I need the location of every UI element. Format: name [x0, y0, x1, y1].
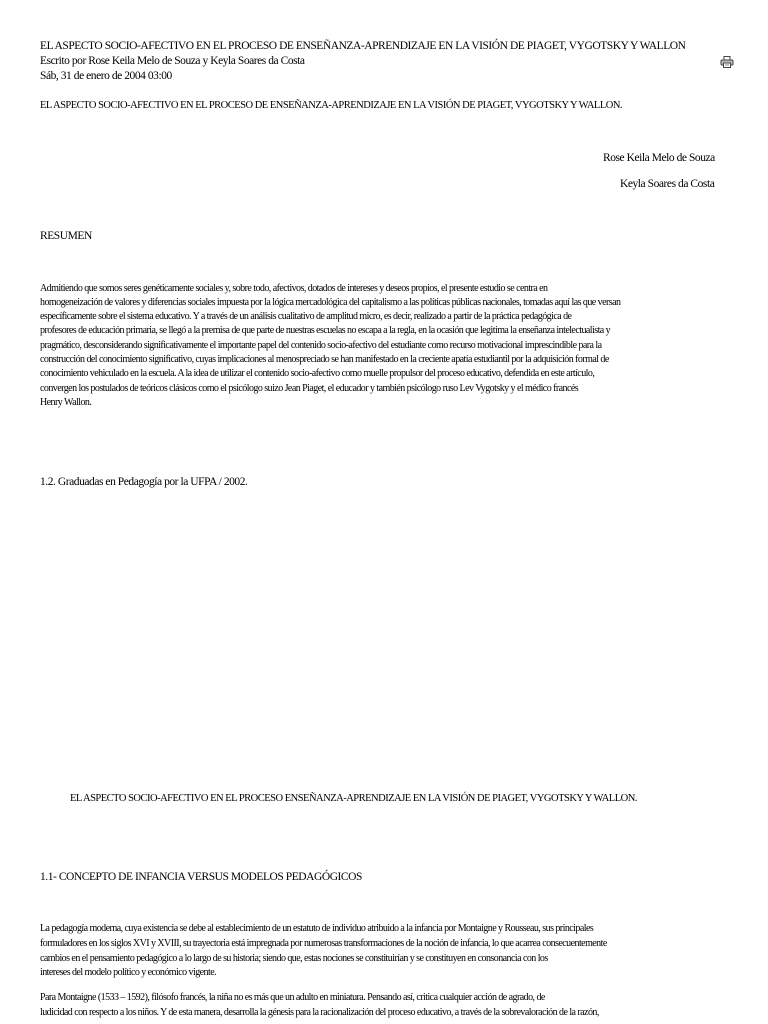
printer-icon[interactable]	[720, 56, 734, 68]
body-line: ludicidad con respecto a los niños. Y de esta manera, desarrolla la génesis para la racionalización del proceso educativo, a través de la sobrevaloración de la razón,	[40, 1007, 599, 1018]
body-line: La pedagogía moderna, cuya existencia se debe al establecimiento de un estatuto de individuo atribuido a la infancia por Montaigne y Rousseau, sus principales	[40, 923, 594, 934]
section-title: EL ASPECTO SOCIO-AFECTIVO EN EL PROCESO ENSEÑANZA-APRENDIZAJE EN LA VISIÓN DE PIAGET, VYGOTSKY Y WALLON.	[70, 793, 637, 804]
resumen-line: específicamente sobre el sistema educativo. Y a través de un análisis cualitativo de amplitud micro, es decir, realizado a partir de la práctica pedagógica de	[40, 311, 572, 322]
body-line: formuladores en los siglos XVI y XVIII, su trayectoria está impregnada por numerosas transformaciones de la noción de infancia, lo que acarrea consecuentemente	[40, 938, 607, 949]
author-2: Keyla Soares da Costa	[620, 178, 715, 190]
resumen-line: Henry Wallon.	[40, 397, 92, 408]
header-title: EL ASPECTO SOCIO-AFECTIVO EN EL PROCESO DE ENSEÑANZA-APRENDIZAJE EN LA VISIÓN DE PIAGET, VYGOTSKY Y WALLON	[40, 40, 686, 52]
resumen-line: pragmático, desconsiderando significativamente el importante papel del contenido socio-afectivo del estudiante como recurso motivacional imprescindible para la	[40, 340, 602, 351]
byline: Escrito por Rose Keila Melo de Souza y Keyla Soares da Costa	[40, 55, 305, 67]
publish-date: Sáb, 31 de enero de 2004 03:00	[40, 70, 172, 82]
body-line: cambios en el pensamiento pedagógico a lo largo de su historia; siendo que, estas nociones se constituirían y se constituyen en consonancia con los	[40, 953, 548, 964]
subsection-heading: 1.1- CONCEPTO DE INFANCIA VERSUS MODELOS PEDAGÓGICOS	[40, 871, 362, 883]
resumen-line: conocimiento vehiculado en la escuela. A la idea de utilizar el contenido socio-afectivo como muelle propulsor del proceso educativo, defendida en este artículo,	[40, 368, 595, 379]
article-title: EL ASPECTO SOCIO-AFECTIVO EN EL PROCESO DE ENSEÑANZA-APRENDIZAJE EN LA VISIÓN DE PIAGET, VYGOTSKY Y WALLON.	[40, 100, 623, 111]
resumen-heading: RESUMEN	[40, 230, 92, 242]
body-line: Para Montaigne (1533 – 1592), filósofo francés, la niña no es más que un adulto en miniatura. Pensando así, critica cualquier acción de agrado, de	[40, 992, 545, 1003]
resumen-line: Admitiendo que somos seres genéticamente sociales y, sobre todo, afectivos, dotados de intereses y deseos propios, el presente estudio se centra en	[40, 283, 548, 294]
resumen-line: construcción del conocimiento significativo, cuyas implicaciones al menospreciado se han manifestado en la creciente apatía estudiantil por la adquisición formal de	[40, 354, 609, 365]
footnote: 1.2. Graduadas en Pedagogía por la UFPA / 2002.	[40, 476, 248, 488]
body-line: intereses del modelo político y económico vigente.	[40, 967, 217, 978]
resumen-line: homogeneización de valores y diferencias sociales impuesta por la lógica mercadológica del capitalismo a las políticas públicas nacionales, tomadas aquí las que versan	[40, 297, 621, 308]
resumen-line: convergen los postulados de teóricos clásicos como el psicólogo suizo Jean Piaget, el educador y también psicólogo ruso Lev Vygotsky y el médico francés	[40, 383, 579, 394]
author-1: Rose Keila Melo de Souza	[603, 152, 715, 164]
resumen-line: profesores de educación primaria, se llegó a la premisa de que parte de nuestras escuelas no escapa a la regla, en la ocasión que legitima la enseñanza intelectualista y	[40, 325, 611, 336]
